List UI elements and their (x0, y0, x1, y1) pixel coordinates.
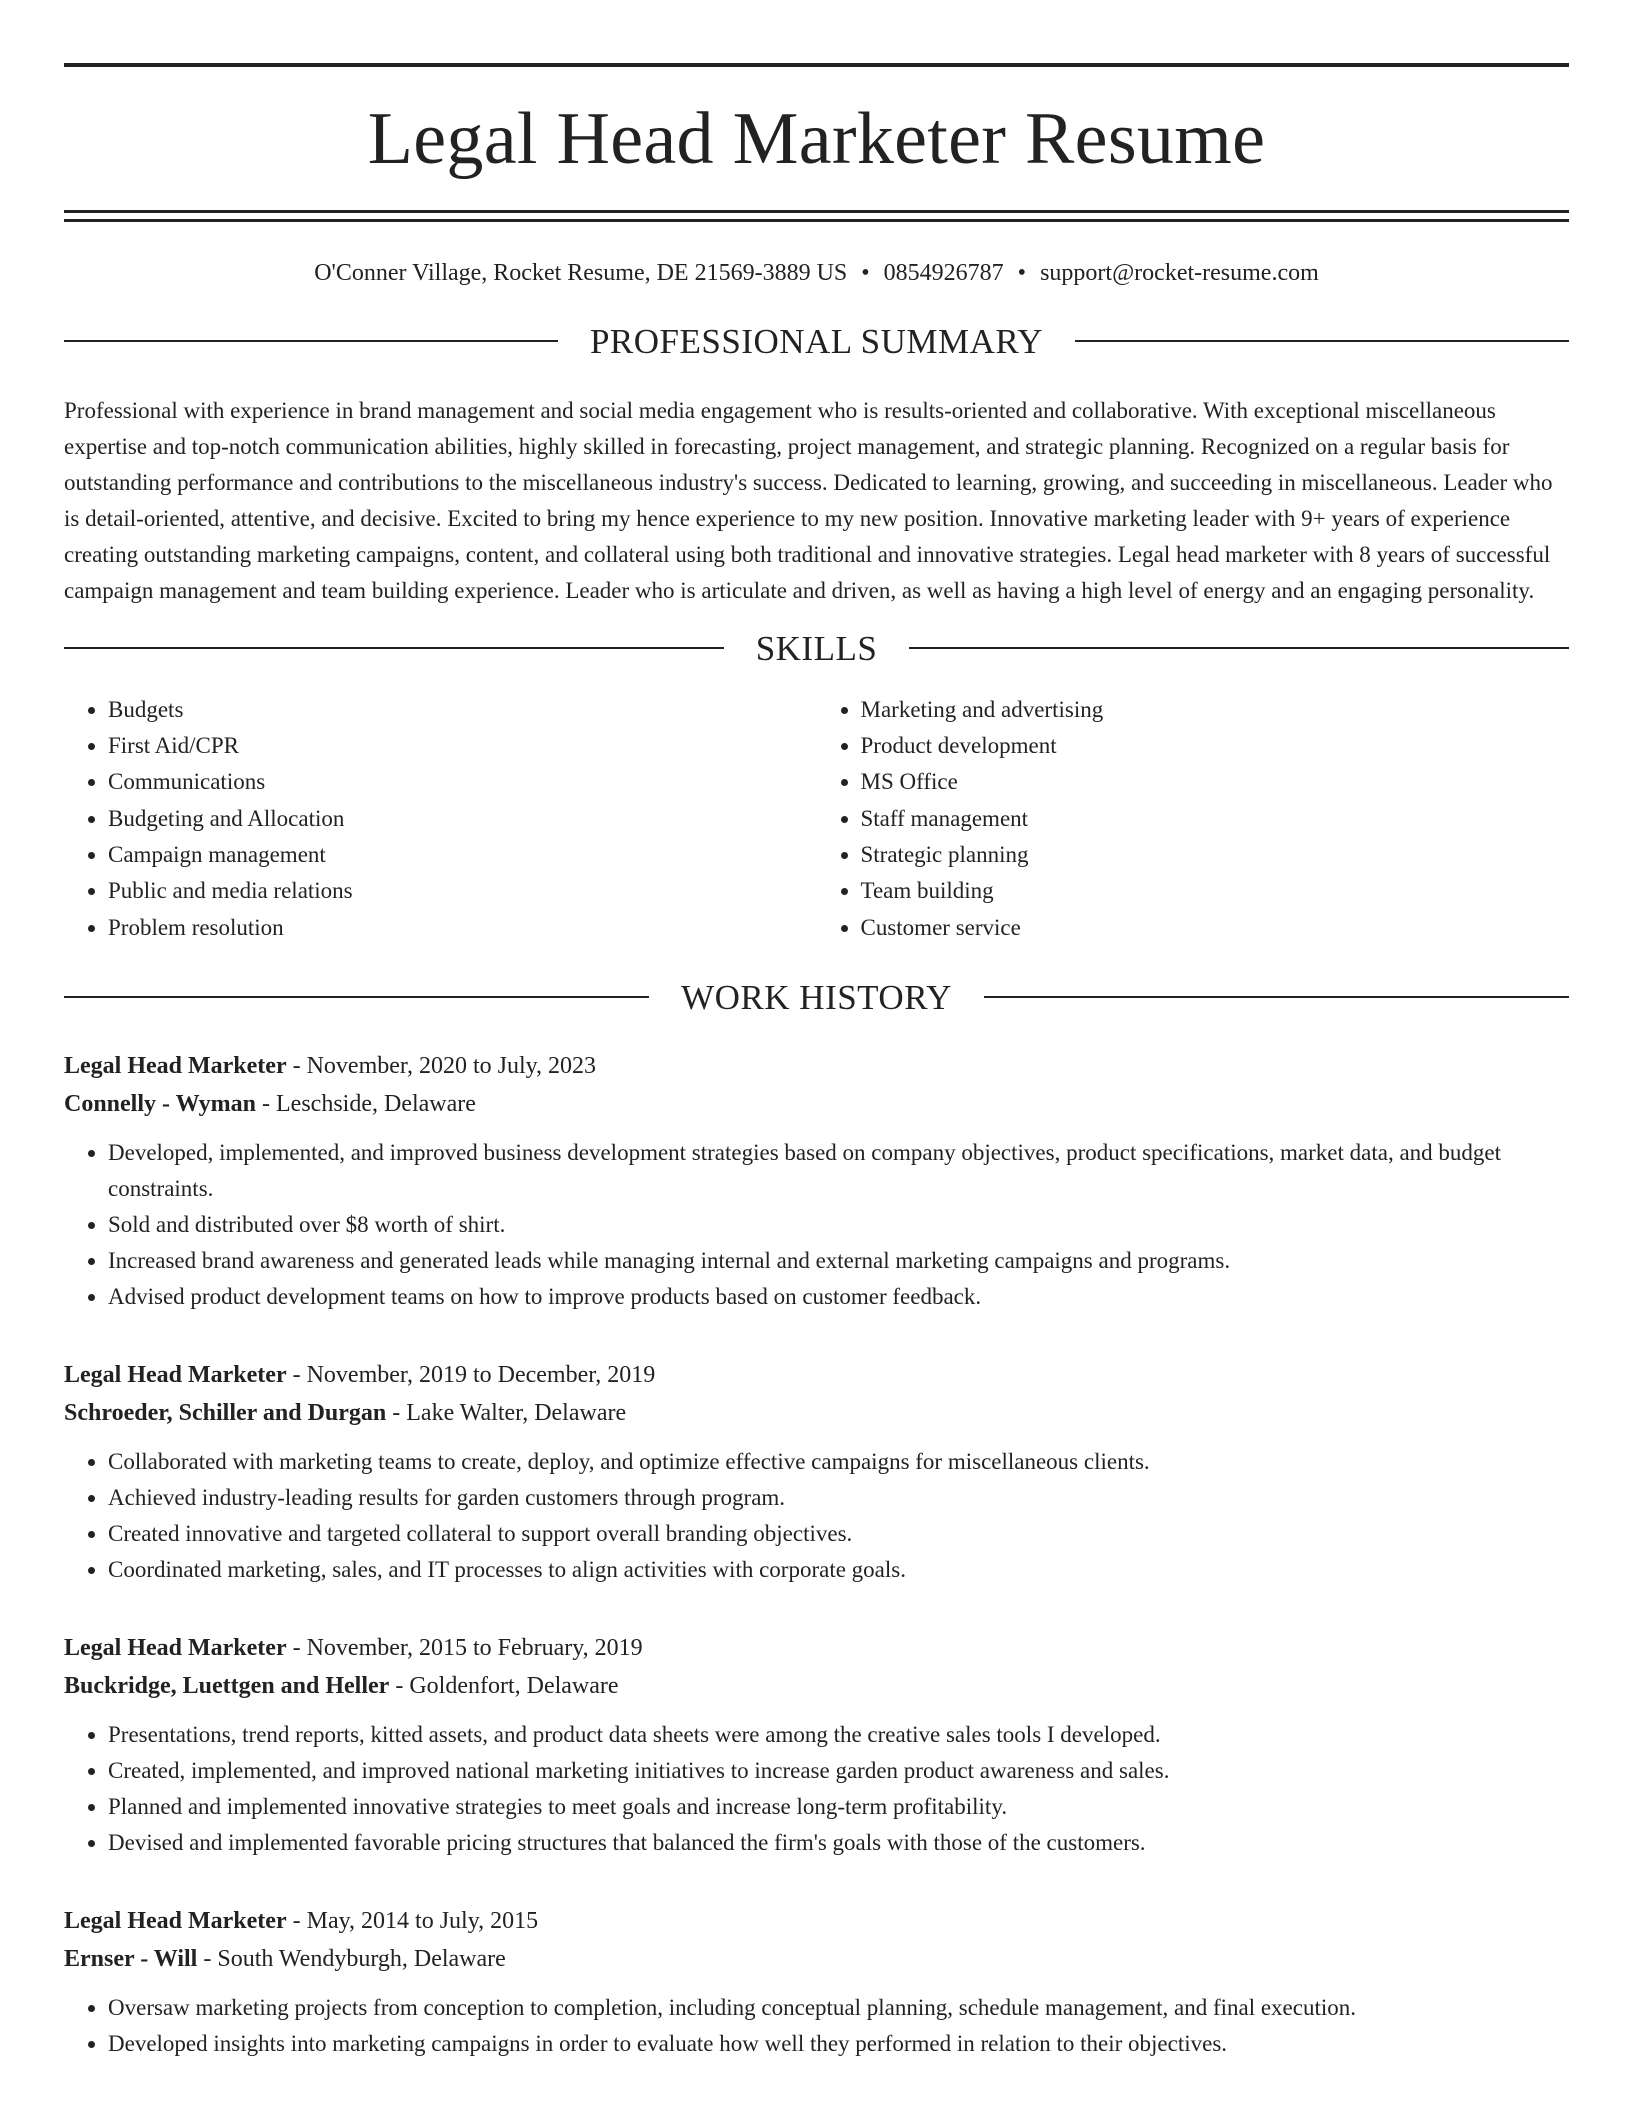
skill-item: • Budgets (108, 692, 817, 728)
job-bullet: • Developed insights into marketing campaigns in order to evaluate how well they performed in relation to their objectives. (108, 2026, 1569, 2062)
job-bullet: • Oversaw marketing projects from conception to completion, including conceptual planning, schedule management, and final execution. (108, 1990, 1569, 2026)
skill-item: • Public and media relations (108, 873, 817, 909)
job-company-line (64, 1085, 1569, 1123)
job-bullet: • Achieved industry-leading results for garden customers through program. (108, 1480, 1569, 1516)
work-section-heading (64, 977, 1569, 1017)
job-title: Legal Head Marketer (64, 1907, 287, 1934)
job-dates: - November, 2020 to July, 2023 (286, 1052, 597, 1079)
skills-column-right (817, 692, 1570, 946)
job-entry (64, 1629, 1569, 1861)
job-dates: - May, 2014 to July, 2015 (286, 1907, 539, 1934)
page-title: Legal Head Marketer Resume (367, 98, 1266, 180)
divider (909, 647, 1569, 649)
job-bullets (64, 1717, 1569, 1861)
contact-separator: • (1017, 260, 1027, 286)
job-location: - Leschside, Delaware (256, 1090, 476, 1117)
professional-summary: Professional with experience in brand management and social media engagement who is results-oriented and collaborative. With exceptional miscellaneous expertise and top-notch communication abilities, highly skilled in forecasting, project management, and strategic planning. Recognized on a regular basis for outstanding performance and contributions to the miscellaneous industry's success. Dedicated to learning, growing, and succeeding in miscellaneous. Leader who is detail-oriented, attentive, and decisive. Excited to bring my hence experience to my new position. Innovative marketing leader with 9+ years of experience creating outstanding marketing campaigns, content, and collateral using both traditional and innovative strategies. Legal head marketer with 8 years of successful campaign management and team building experience. Leader who is articulate and driven, as well as having a high level of energy and an engaging personality. (64, 397, 1553, 603)
job-bullets (64, 1135, 1569, 1315)
resume-page (64, 63, 1569, 2062)
title-double-rule (64, 210, 1569, 222)
job-company: Connelly - Wyman (64, 1090, 257, 1117)
job-bullet: • Collaborated with marketing teams to create, deploy, and optimize effective campaigns for miscellaneous clients. (108, 1444, 1569, 1480)
top-rule (64, 63, 1569, 67)
job-title-line (64, 1047, 1569, 1085)
job-title: Legal Head Marketer (64, 1361, 287, 1388)
skill-item: • Problem resolution (108, 910, 817, 946)
skill-item: • Team building (861, 873, 1570, 909)
contact-phone: 0854926787 (883, 260, 1004, 286)
job-company-line (64, 1667, 1569, 1705)
job-bullets (64, 1990, 1569, 2062)
contact-address: O'Conner Village, Rocket Resume, DE 21569-3889 US (314, 260, 848, 286)
skills-heading-label: SKILLS (755, 628, 878, 668)
job-bullet: • Increased brand awareness and generated leads while managing internal and external marketing campaigns and programs. (108, 1243, 1569, 1279)
job-entry (64, 1902, 1569, 2062)
skill-item: • Campaign management (108, 837, 817, 873)
job-dates: - November, 2019 to December, 2019 (286, 1361, 656, 1388)
skills-section-heading (64, 628, 1569, 668)
summary-heading-label: PROFESSIONAL SUMMARY (589, 321, 1044, 361)
job-bullet: • Sold and distributed over $8 worth of shirt. (108, 1207, 1569, 1243)
job-company-line (64, 1940, 1569, 1978)
divider (64, 996, 649, 998)
skill-item: • MS Office (861, 764, 1570, 800)
job-bullet: • Advised product development teams on how to improve products based on customer feedback. (108, 1279, 1569, 1315)
job-bullet: • Created, implemented, and improved national marketing initiatives to increase garden product awareness and sales. (108, 1753, 1569, 1789)
divider (64, 647, 724, 649)
job-title: Legal Head Marketer (64, 1052, 287, 1079)
job-location: - Goldenfort, Delaware (389, 1672, 619, 1699)
job-company-line (64, 1394, 1569, 1432)
skill-item: • Communications (108, 764, 817, 800)
skills-column-left (64, 692, 817, 946)
work-heading-label: WORK HISTORY (681, 977, 952, 1017)
skill-item: • Staff management (861, 801, 1570, 837)
skill-item: • Customer service (861, 910, 1570, 946)
job-bullets (64, 1444, 1569, 1588)
work-history-list (64, 1047, 1569, 2062)
job-title-line (64, 1629, 1569, 1667)
skill-item: • Strategic planning (861, 837, 1570, 873)
job-bullet: • Presentations, trend reports, kitted assets, and product data sheets were among the creative sales tools I developed. (108, 1717, 1569, 1753)
job-location: - South Wendyburgh, Delaware (197, 1945, 506, 1972)
summary-section-heading (64, 321, 1569, 361)
job-title: Legal Head Marketer (64, 1634, 287, 1661)
skill-item: • Marketing and advertising (861, 692, 1570, 728)
job-bullet: • Planned and implemented innovative strategies to meet goals and increase long-term profitability. (108, 1789, 1569, 1825)
divider (984, 996, 1569, 998)
contact-email: support@rocket-resume.com (1040, 260, 1319, 286)
job-bullet: • Devised and implemented favorable pricing structures that balanced the firm's goals with those of the customers. (108, 1825, 1569, 1861)
job-company: Ernser - Will (64, 1945, 198, 1972)
job-bullet: • Developed, implemented, and improved business development strategies based on company objectives, product specifications, market data, and budget constraints. (108, 1135, 1569, 1207)
divider (1075, 340, 1569, 342)
divider (64, 340, 558, 342)
job-dates: - November, 2015 to February, 2019 (286, 1634, 643, 1661)
skill-item: • Budgeting and Allocation (108, 801, 817, 837)
contact-line (64, 259, 1569, 288)
job-company: Schroeder, Schiller and Durgan (64, 1399, 387, 1426)
job-bullet: • Created innovative and targeted collateral to support overall branding objectives. (108, 1516, 1569, 1552)
job-title-line (64, 1356, 1569, 1394)
job-company: Buckridge, Luettgen and Heller (64, 1672, 390, 1699)
job-title-line (64, 1902, 1569, 1940)
job-bullet: • Coordinated marketing, sales, and IT processes to align activities with corporate goals. (108, 1552, 1569, 1588)
skills-list (64, 692, 1569, 946)
job-entry (64, 1356, 1569, 1588)
job-entry (64, 1047, 1569, 1315)
contact-separator: • (861, 260, 870, 286)
skill-item: • First Aid/CPR (108, 728, 817, 764)
job-location: - Lake Walter, Delaware (386, 1399, 627, 1426)
skill-item: • Product development (861, 728, 1570, 764)
